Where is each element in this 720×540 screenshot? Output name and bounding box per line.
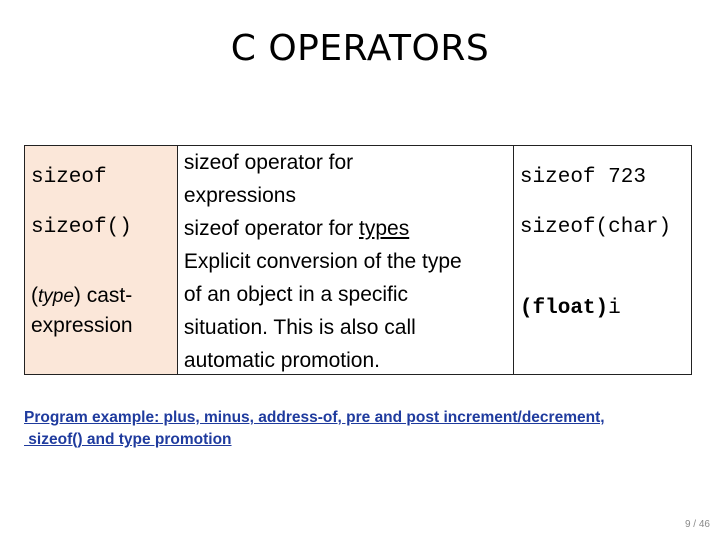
description-cast-line2: of an object in a specific xyxy=(183,283,409,306)
description-cast-line3: situation. This is also call xyxy=(183,316,416,339)
description-column xyxy=(177,146,513,375)
example-column xyxy=(513,146,691,375)
description-cast-line1: Explicit conversion of the type xyxy=(183,250,462,273)
description-sizeof-line2: expressions xyxy=(183,184,296,207)
example-sizeof-char: sizeof(char) xyxy=(519,216,672,239)
operator-sizeof: sizeof xyxy=(31,166,107,189)
program-example-link[interactable]: Program example: plus, minus, address-of, pre and post increment/decrement, sizeof() and type promotion xyxy=(24,409,605,448)
operator-sizeof-parens: sizeof() xyxy=(31,216,132,239)
slide-title: C OPERATORS xyxy=(230,28,490,69)
example-float-cast: (float)i xyxy=(519,297,621,320)
page-number: 9 / 46 xyxy=(684,519,710,530)
operator-column xyxy=(25,146,178,375)
operator-cast: (type) cast- expression xyxy=(31,284,133,337)
description-sizeof-types: sizeof operator for types xyxy=(183,217,410,240)
description-sizeof-line1: sizeof operator for xyxy=(183,151,354,174)
types-underlined: types xyxy=(359,217,410,240)
description-cast-line4: automatic promotion. xyxy=(183,349,381,372)
operators-table xyxy=(24,145,692,375)
type-italic: type xyxy=(38,286,74,307)
example-sizeof-723: sizeof 723 xyxy=(519,166,646,189)
description-block xyxy=(184,146,462,377)
